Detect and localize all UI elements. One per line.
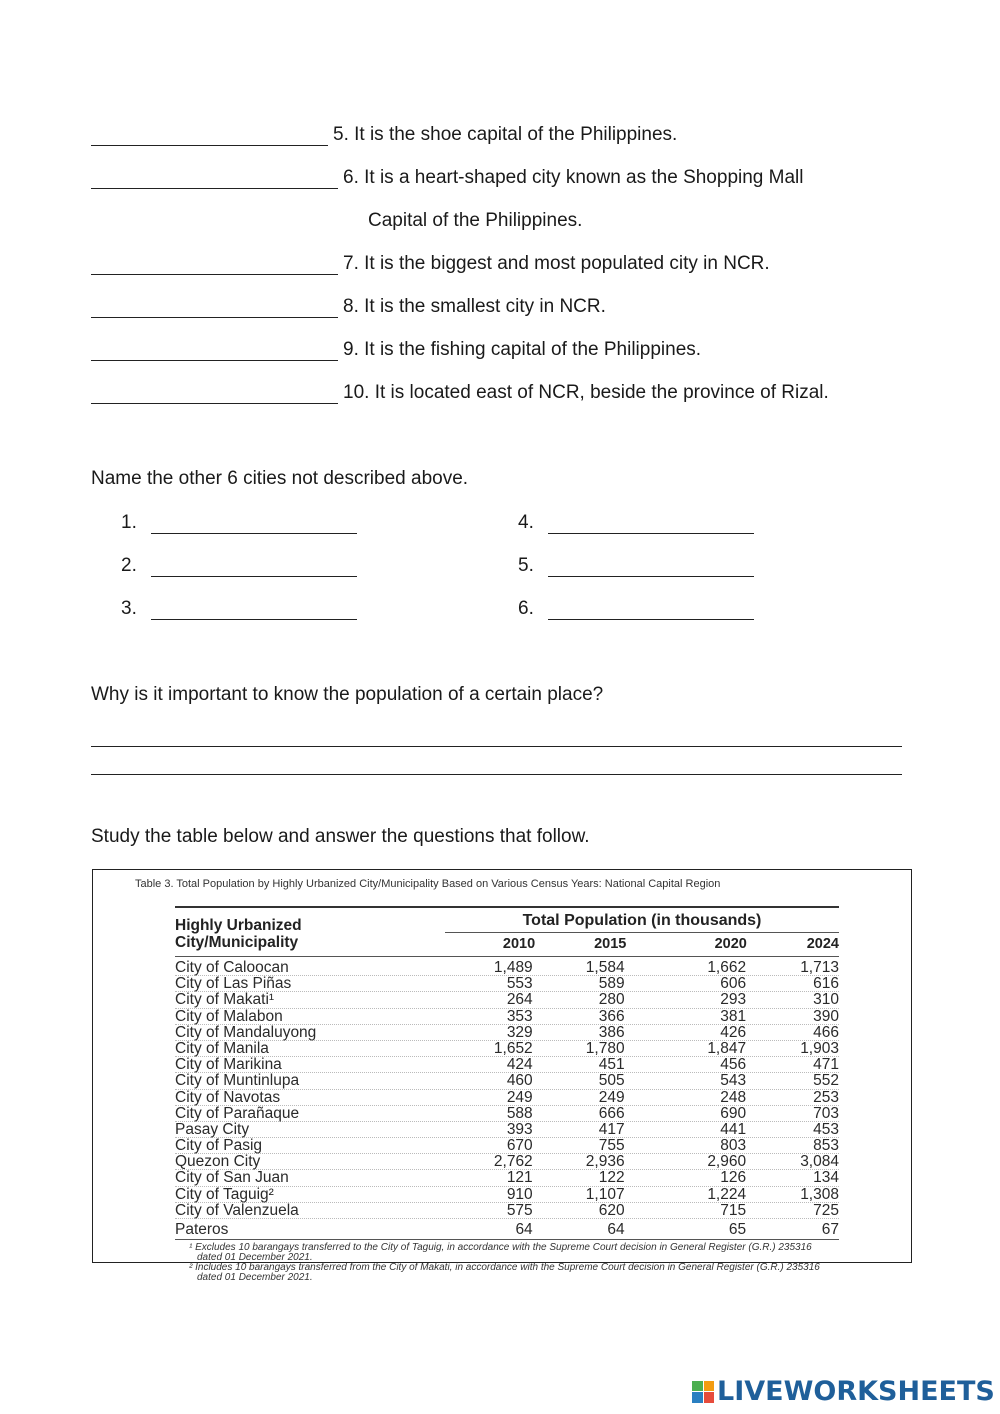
- population-cell-2010: 249: [506, 1088, 533, 1106]
- population-cell-2024: 253: [813, 1088, 839, 1106]
- logo-text: LIVEWORKSHEETS: [717, 1376, 995, 1407]
- city-name-cell: City of Pasig: [175, 1137, 263, 1155]
- city-name-cell: City of Mandaluyong: [175, 1023, 317, 1041]
- population-cell-2010: 460: [506, 1072, 533, 1090]
- logo-mark-icon: [692, 1381, 714, 1403]
- answer-line-2[interactable]: [91, 774, 902, 775]
- city-name-cell: City of Malabon: [175, 1007, 283, 1025]
- other-city-number: 3.: [121, 598, 137, 619]
- population-cell-2015: 417: [598, 1120, 625, 1138]
- population-cell-2020: 126: [720, 1169, 747, 1187]
- year-2015: 2015: [594, 936, 627, 952]
- question-8: [91, 288, 606, 318]
- table-row: [175, 1009, 839, 1025]
- answer-blank-5[interactable]: [91, 123, 328, 146]
- population-cell-2024: 853: [813, 1137, 839, 1155]
- population-cell-2024: 552: [813, 1072, 839, 1090]
- city-name-cell: City of Navotas: [175, 1088, 281, 1106]
- population-cell-2020: 381: [720, 1007, 747, 1025]
- population-cell-2024: 453: [813, 1120, 839, 1138]
- other-city-number: 2.: [121, 555, 137, 576]
- population-cell-2015: 1,780: [585, 1039, 625, 1057]
- table-row: [175, 1025, 839, 1041]
- header-left-line-2: City/Municipality: [175, 934, 299, 951]
- population-cell-2024: 466: [813, 1023, 839, 1041]
- question-7: [91, 245, 770, 275]
- header-left-line-1: Highly Urbanized: [175, 917, 302, 934]
- population-cell-2015: 666: [598, 1104, 625, 1122]
- population-cell-2010: 1,652: [493, 1039, 533, 1057]
- population-cell-2024: 725: [813, 1201, 839, 1219]
- population-cell-2020: 441: [720, 1120, 747, 1138]
- population-cell-2024: 703: [813, 1104, 839, 1122]
- population-cell-2020: 456: [720, 1056, 747, 1074]
- population-cell-2024: 616: [813, 975, 839, 993]
- population-cell-2020: 1,662: [707, 959, 747, 976]
- question-6-text: 6. It is a heart-shaped city known as the Shopping Mall: [343, 167, 804, 188]
- header-title: Total Population (in thousands): [522, 912, 762, 929]
- population-cell-2010: 575: [506, 1201, 533, 1219]
- year-2024: 2024: [806, 936, 839, 952]
- city-name-cell: City of Valenzuela: [175, 1201, 299, 1219]
- table-note-2: ² Includes 10 barangays transferred from the City of Makati, in accordance with the Supreme Court decision in General Register (G.R.) 235316 dated 01 December 2021.: [189, 1262, 820, 1284]
- other-city-blank-3[interactable]: [151, 597, 357, 620]
- question-10: [91, 374, 829, 404]
- population-cell-2020: 248: [720, 1088, 747, 1106]
- city-name-cell: Quezon City: [175, 1153, 261, 1171]
- table-row: [175, 976, 839, 992]
- population-cell-2024: 67: [821, 1221, 839, 1238]
- population-cell-2020: 803: [720, 1137, 747, 1155]
- population-cell-2010: 2,762: [493, 1153, 533, 1171]
- answer-blank-9[interactable]: [91, 338, 338, 361]
- table-row: [175, 1041, 839, 1057]
- population-cell-2015: 1,107: [585, 1185, 625, 1203]
- table-note-1: ¹ Excludes 10 barangays transferred to the City of Taguig, in accordance with the Supreme Court decision in General Register (G.R.) 235316 dated 01 December 2021.: [189, 1242, 812, 1264]
- population-cell-2015: 64: [607, 1221, 625, 1238]
- city-name-cell: City of Taguig²: [175, 1185, 274, 1203]
- other-city-number: 4.: [518, 512, 534, 533]
- other-city-number: 1.: [121, 512, 137, 533]
- table-caption: Table 3. Total Population by Highly Urbanized City/Municipality Based on Various Census Years: National Capital Region: [135, 878, 721, 890]
- other-city-3: [121, 597, 357, 620]
- liveworksheets-logo: [692, 1376, 995, 1407]
- table-row: [175, 1090, 839, 1106]
- other-city-number: 6.: [518, 598, 534, 619]
- population-cell-2024: 3,084: [800, 1153, 839, 1171]
- population-cell-2020: 293: [720, 991, 747, 1009]
- other-city-blank-4[interactable]: [548, 511, 754, 534]
- header-years: [445, 936, 839, 952]
- population-cell-2015: 451: [598, 1056, 625, 1074]
- table-header-left: [175, 908, 445, 956]
- table-row: [175, 1073, 839, 1089]
- population-question: Why is it important to know the population of a certain place?: [91, 684, 604, 705]
- city-name-cell: City of Parañaque: [175, 1104, 300, 1122]
- table-header-rule: [175, 956, 839, 957]
- population-cell-2015: 589: [598, 975, 625, 993]
- table-row: [175, 1138, 839, 1154]
- population-cell-2010: 1,489: [493, 959, 533, 976]
- population-cell-2024: 1,308: [800, 1185, 839, 1203]
- other-city-blank-6[interactable]: [548, 597, 754, 620]
- table-row: [175, 1106, 839, 1122]
- question-5-text: 5. It is the shoe capital of the Philippines.: [333, 124, 678, 145]
- other-city-4: [518, 511, 754, 534]
- population-cell-2024: 1,713: [800, 959, 839, 976]
- city-name-cell: City of Makati¹: [175, 991, 275, 1009]
- table-row: [175, 1154, 839, 1170]
- population-cell-2020: 1,847: [707, 1039, 747, 1057]
- population-cell-2024: 310: [813, 991, 839, 1009]
- year-2010: 2010: [502, 936, 536, 952]
- population-cell-2015: 122: [598, 1169, 625, 1187]
- city-name-cell: City of Marikina: [175, 1056, 282, 1074]
- population-cell-2020: 715: [720, 1201, 747, 1219]
- other-city-1: [121, 511, 357, 534]
- question-6: [91, 159, 803, 189]
- population-cell-2015: 280: [598, 991, 625, 1009]
- answer-blank-7[interactable]: [91, 252, 338, 275]
- answer-line-1[interactable]: [91, 746, 902, 747]
- other-city-blank-2[interactable]: [151, 554, 357, 577]
- population-cell-2010: 553: [506, 975, 533, 993]
- other-city-6: [518, 597, 754, 620]
- table-header: [175, 908, 839, 956]
- population-cell-2010: 121: [506, 1169, 533, 1187]
- population-cell-2020: 1,224: [707, 1185, 747, 1203]
- table-row: [175, 992, 839, 1008]
- population-cell-2015: 620: [598, 1201, 625, 1219]
- table-row: [175, 1057, 839, 1073]
- population-table-image: [92, 869, 912, 1284]
- table-body: [175, 960, 839, 1237]
- population-cell-2024: 1,903: [800, 1039, 839, 1057]
- answer-blank-10[interactable]: [91, 381, 338, 404]
- population-cell-2024: 471: [813, 1056, 839, 1074]
- population-cell-2015: 1,584: [585, 959, 625, 976]
- question-9: [91, 331, 701, 361]
- other-city-5: [518, 554, 754, 577]
- population-cell-2020: 543: [720, 1072, 747, 1090]
- question-6-continuation: Capital of the Philippines.: [368, 210, 583, 231]
- population-cell-2015: 386: [598, 1023, 625, 1041]
- population-cell-2010: 588: [506, 1104, 533, 1122]
- population-cell-2024: 134: [813, 1169, 839, 1187]
- city-name-cell: City of Las Piñas: [175, 975, 292, 993]
- table-row: [175, 1170, 839, 1186]
- question-7-text: 7. It is the biggest and most populated city in NCR.: [343, 253, 770, 274]
- population-cell-2015: 366: [598, 1007, 625, 1025]
- population-cell-2020: 690: [720, 1104, 747, 1122]
- other-city-blank-1[interactable]: [151, 511, 357, 534]
- city-name-cell: Pateros: [175, 1221, 229, 1238]
- table-row: [175, 960, 839, 976]
- question-5: [91, 116, 677, 146]
- population-cell-2015: 2,936: [585, 1153, 625, 1171]
- population-cell-2010: 353: [506, 1007, 533, 1025]
- answer-blank-8[interactable]: [91, 295, 338, 318]
- city-name-cell: City of Muntinlupa: [175, 1072, 300, 1090]
- population-cell-2020: 65: [728, 1221, 747, 1238]
- population-cell-2015: 249: [598, 1088, 625, 1106]
- table-row: [175, 1122, 839, 1138]
- other-city-blank-5[interactable]: [548, 554, 754, 577]
- population-cell-2010: 64: [515, 1221, 533, 1238]
- question-8-text: 8. It is the smallest city in NCR.: [343, 296, 606, 317]
- other-city-number: 5.: [518, 555, 534, 576]
- city-name-cell: City of San Juan: [175, 1169, 289, 1187]
- header-title-rule: [445, 932, 839, 933]
- population-cell-2020: 606: [720, 975, 747, 993]
- population-cell-2010: 393: [506, 1120, 533, 1138]
- population-cell-2020: 2,960: [707, 1153, 747, 1171]
- city-name-cell: City of Caloocan: [175, 959, 289, 976]
- population-cell-2015: 505: [598, 1072, 625, 1090]
- answer-blank-6[interactable]: [91, 166, 338, 189]
- other-city-2: [121, 554, 357, 577]
- table-header-right: [445, 908, 839, 956]
- population-cell-2010: 264: [506, 991, 533, 1009]
- population-table: [175, 906, 839, 1283]
- study-prompt: Study the table below and answer the questions that follow.: [91, 826, 590, 847]
- table-notes: [175, 1240, 839, 1283]
- population-cell-2010: 910: [506, 1185, 533, 1203]
- city-name-cell: City of Manila: [175, 1039, 269, 1057]
- population-cell-2020: 426: [720, 1023, 747, 1041]
- question-10-text: 10. It is located east of NCR, beside the province of Rizal.: [343, 382, 829, 403]
- table-row: [175, 1203, 839, 1219]
- table-row: [175, 1187, 839, 1203]
- table-row: [175, 1222, 839, 1237]
- population-cell-2010: 424: [506, 1056, 533, 1074]
- population-cell-2024: 390: [813, 1007, 839, 1025]
- question-9-text: 9. It is the fishing capital of the Philippines.: [343, 339, 702, 360]
- population-cell-2010: 329: [506, 1023, 533, 1041]
- population-cell-2015: 755: [598, 1137, 625, 1155]
- city-name-cell: Pasay City: [175, 1120, 250, 1138]
- other-cities-prompt: Name the other 6 cities not described above.: [91, 468, 469, 489]
- year-2020: 2020: [714, 936, 747, 952]
- population-cell-2010: 670: [506, 1137, 533, 1155]
